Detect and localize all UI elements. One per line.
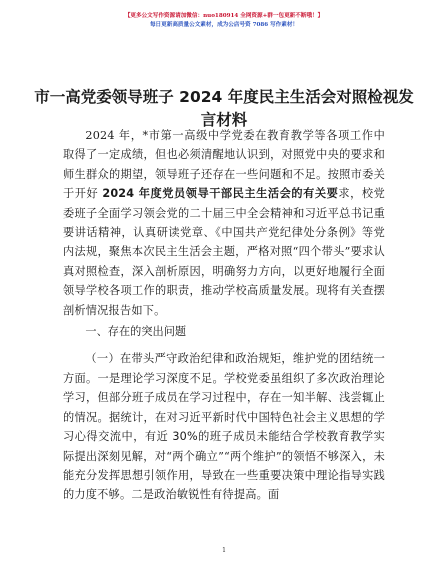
intro-text-end: 求，校党委班子全面学习领会党的二十届三中全会精神和习近平总书记重要讲话精神，认真研读党章、《中国共产党纪律处分条例》等党内法规，聚焦本次民主生活会主题，严格对照“四个带头”要求认真对照检查，深入剖析原因，明确努力方向，以更好地履行全面领导学校各项工作的职责，推动学校高质量发展。现将有关查摆剖析情况报告如下。 <box>63 187 385 317</box>
document-title: 市一高党委领导班子 2024 年度民主生活会对照检视发言材料 <box>34 88 414 129</box>
intro-paragraph <box>63 126 385 320</box>
intro-text-start: 2024 年，*市第一高级中学党委在教育教学等各项工作中取得了一定成绩，但也必须清醒地认识到，对照党中央的要求和师生群众的期望，领导班子还存在一些问题和不足。按照市委关于开好 <box>63 129 385 201</box>
section-text-end: 的班子成员未能结合学校教育教学实际提出深刻见解，对“两个确立”“两个维护”的领悟不够深入，未能充分发挥思想引领作用，导致在一些重要决策中理论指导实践的力度不够。二是政治敏锐性有待提高。面 <box>63 430 386 502</box>
page-number: 1 <box>222 547 226 554</box>
section-text-start: （一）在带头严守政治纪律和政治规矩，维护党的团结统一方面。一是理论学习深度不足。学校党委虽组织了多次政治理论学习，但部分班子成员在学习过程中，存在一知半解、浅尝辄止的情况。据统计，在对习近平新时代中国特色社会主义思想的学习心得交流中，有近 <box>63 352 385 444</box>
promo-line-2: 每日更新高质量公文素材，成为公店号资 7086 写作素材！ <box>149 22 299 28</box>
promo-line-1: 【更多公文写作资源请加微信：nuo180914 全网资源+群一包更新不断哦！】 <box>124 13 324 19</box>
intro-text-bold: 2024 年度党员领导干部民主生活会的有关要 <box>102 187 339 201</box>
document-body <box>63 126 385 507</box>
section-heading: 一、存在的突出问题 <box>85 325 187 339</box>
section-text-percent: 30% <box>172 430 198 444</box>
promo-banner <box>0 12 448 30</box>
section-paragraph <box>63 349 385 504</box>
